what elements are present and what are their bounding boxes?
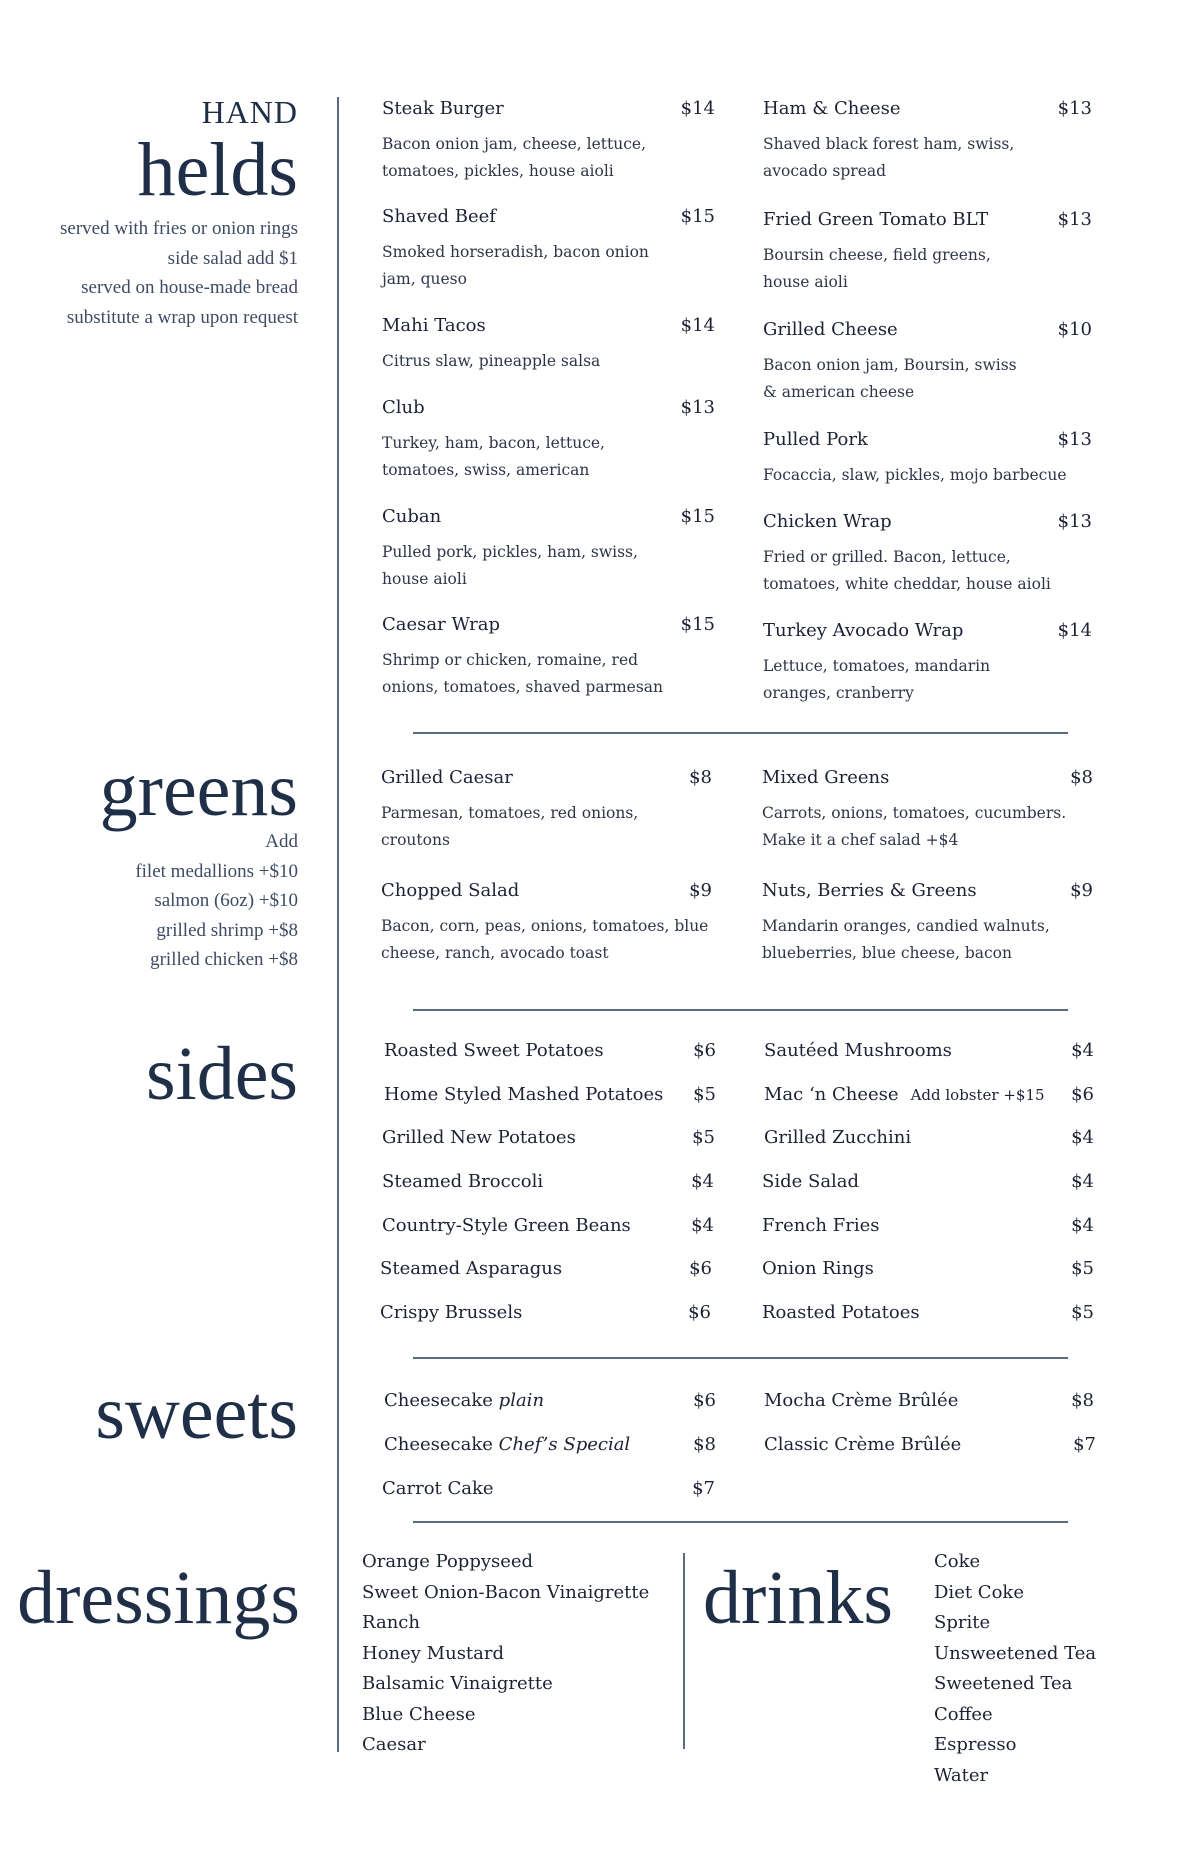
item-name: Club [382, 397, 425, 418]
handhelds-note: side salad add $1 [167, 247, 298, 269]
side-item: Steamed Asparagus $6 [380, 1258, 712, 1279]
side-item: Sautéed Mushrooms $4 [764, 1040, 1094, 1061]
item-name: Shaved Beef [382, 206, 496, 227]
list-item: Water [934, 1764, 989, 1786]
item-name: Fried Green Tomato BLT [763, 209, 989, 230]
handhelds-title-small: HAND [201, 94, 298, 130]
side-item: French Fries $4 [762, 1215, 1094, 1236]
item-description: Bacon onion jam, Boursin, swiss & american cheese [763, 356, 1017, 401]
greens-title: greens [99, 748, 298, 832]
list-item: Espresso [934, 1734, 1017, 1755]
list-item: Ranch [362, 1612, 420, 1633]
item-price: $14 [680, 315, 715, 336]
side-item: Side Salad $4 [762, 1171, 1094, 1192]
item-price: $15 [680, 206, 715, 227]
list-item: Sweet Onion-Bacon Vinaigrette [362, 1581, 650, 1603]
side-item: Mac ‘n Cheese Add lobster +$15 $6 [764, 1084, 1094, 1105]
greens-note: grilled shrimp +$8 [156, 919, 298, 941]
sweet-item: Cheesecake plain $6 [384, 1390, 716, 1411]
list-item: Honey Mustard [362, 1642, 505, 1664]
item-description: Turkey, ham, bacon, lettuce, tomatoes, swiss, american [382, 434, 605, 479]
item-price: $13 [1057, 511, 1092, 532]
list-item: Coke [934, 1551, 981, 1572]
item-name: Pulled Pork [763, 429, 868, 450]
item-price: $14 [680, 98, 715, 119]
item-price: $9 [1070, 880, 1093, 901]
greens-note: salmon (6oz) +$10 [154, 890, 298, 911]
item-price: $14 [1057, 620, 1092, 641]
item-price: $8 [689, 767, 712, 788]
sweet-item: Classic Crème Brûlée $7 [764, 1434, 1096, 1455]
item-price: $15 [680, 506, 715, 527]
list-item: Diet Coke [934, 1581, 1024, 1603]
item-price: $15 [680, 614, 715, 635]
side-item: Roasted Sweet Potatoes $6 [384, 1040, 716, 1061]
list-item: Caesar [362, 1734, 426, 1755]
item-description: Smoked horseradish, bacon onion jam, queso [382, 243, 649, 288]
handhelds-note: substitute a wrap upon request [66, 306, 298, 328]
drinks-title: drinks [703, 1556, 893, 1640]
item-description: Fried or grilled. Bacon, lettuce, tomatoes, white cheddar, house aioli [763, 548, 1051, 593]
sides-title: sides [146, 1032, 298, 1116]
item-name: Mixed Greens [762, 767, 890, 788]
item-description: Mandarin oranges, candied walnuts, blueberries, blue cheese, bacon [762, 917, 1050, 962]
sweet-item: Carrot Cake $7 [382, 1478, 715, 1499]
item-price: $13 [680, 397, 715, 418]
side-item: Home Styled Mashed Potatoes $5 [384, 1084, 716, 1105]
item-description: Shaved black forest ham, swiss, avocado spread [763, 135, 1015, 180]
item-description: Bacon onion jam, cheese, lettuce, tomatoes, pickles, house aioli [382, 135, 647, 180]
list-item: Sprite [934, 1612, 991, 1633]
item-name: Cuban [382, 506, 442, 527]
item-description: Bacon, corn, peas, onions, tomatoes, blue cheese, ranch, avocado toast [381, 917, 709, 962]
add-lobster-note: Add lobster +$15 [910, 1086, 1045, 1104]
item-price: $13 [1057, 429, 1092, 450]
item-description: Boursin cheese, field greens, house aioli [763, 246, 991, 291]
side-item: Grilled New Potatoes $5 [382, 1127, 715, 1148]
handhelds-note: served on house-made bread [81, 277, 298, 298]
side-item: Steamed Broccoli $4 [382, 1171, 714, 1192]
greens-note: Add [265, 831, 298, 852]
item-name: Turkey Avocado Wrap [763, 620, 964, 641]
handhelds-note: served with fries or onion rings [60, 218, 298, 239]
dressings-title: dressings [17, 1556, 300, 1640]
item-name: Caesar Wrap [382, 614, 501, 635]
list-item: Orange Poppyseed [362, 1551, 534, 1572]
item-description: Shrimp or chicken, romaine, red onions, tomatoes, shaved parmesan [382, 651, 664, 696]
item-name: Chicken Wrap [763, 511, 892, 532]
list-item: Balsamic Vinaigrette [362, 1673, 553, 1694]
sweet-item: Cheesecake Chef’s Special $8 [384, 1434, 716, 1455]
handhelds-title-large: helds [137, 128, 298, 212]
item-description: Lettuce, tomatoes, mandarin oranges, cranberry [763, 657, 991, 702]
side-item: Onion Rings $5 [762, 1258, 1094, 1279]
side-item: Roasted Potatoes $5 [762, 1302, 1094, 1323]
side-item: Grilled Zucchini $4 [764, 1127, 1094, 1148]
greens-note: filet medallions +$10 [135, 860, 298, 882]
item-description: Parmesan, tomatoes, red onions, croutons [381, 804, 639, 849]
item-name: Grilled Cheese [763, 319, 898, 340]
item-name: Grilled Caesar [381, 767, 513, 788]
greens-note: grilled chicken +$8 [150, 949, 298, 970]
item-description: Pulled pork, pickles, ham, swiss, house aioli [382, 543, 638, 588]
item-description: Focaccia, slaw, pickles, mojo barbecue [763, 466, 1067, 484]
list-item: Unsweetened Tea [934, 1642, 1097, 1664]
item-name: Nuts, Berries & Greens [762, 880, 977, 901]
item-description: Citrus slaw, pineapple salsa [382, 352, 601, 370]
drinks-list [934, 1547, 1096, 1791]
item-price: $10 [1057, 319, 1092, 340]
list-item: Coffee [934, 1703, 993, 1725]
side-item: Crispy Brussels $6 [380, 1302, 711, 1323]
sweet-item: Mocha Crème Brûlée $8 [764, 1390, 1094, 1411]
item-name: Chopped Salad [381, 880, 520, 901]
sweets-title: sweets [95, 1371, 298, 1455]
item-price: $8 [1070, 767, 1093, 788]
item-name: Ham & Cheese [763, 98, 901, 119]
item-name: Mahi Tacos [382, 315, 486, 336]
item-price: $9 [689, 880, 712, 901]
item-name: Steak Burger [382, 98, 504, 119]
side-item: Country-Style Green Beans $4 [382, 1215, 714, 1236]
item-price: $13 [1057, 209, 1092, 230]
item-price: $13 [1057, 98, 1092, 119]
list-item: Sweetened Tea [934, 1673, 1073, 1694]
list-item: Blue Cheese [362, 1703, 476, 1725]
item-description: Carrots, onions, tomatoes, cucumbers. Make it a chef salad +$4 [762, 804, 1067, 849]
